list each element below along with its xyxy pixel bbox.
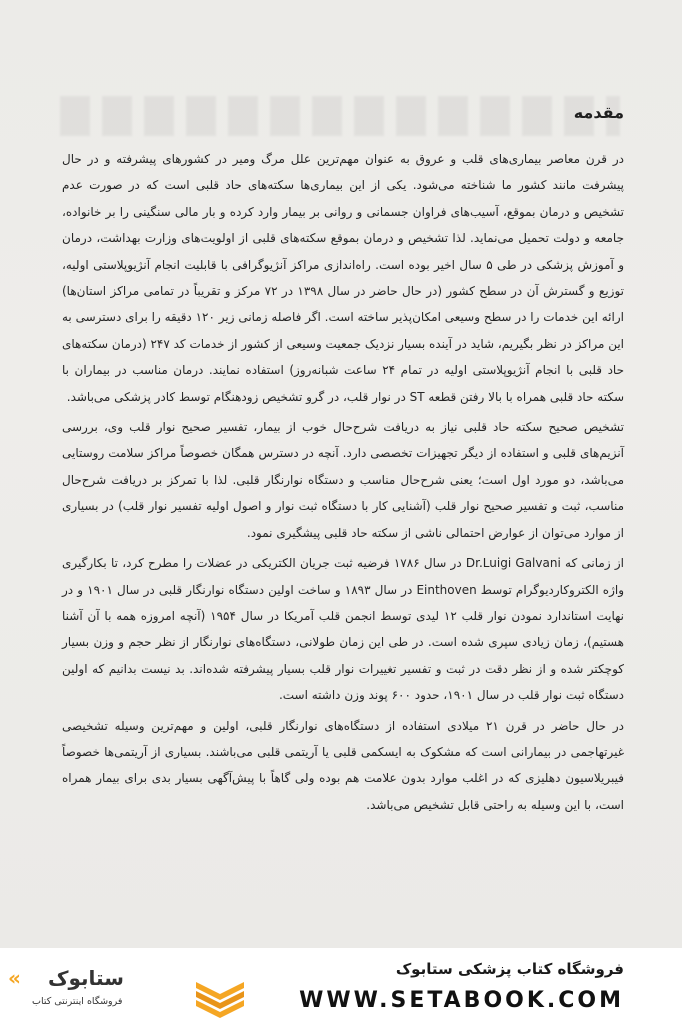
paragraph-2: تشخیص صحیح سکته حاد قلبی نیاز به دریافت شرح‌حال خوب از بیمار، تفسیر صحیح نوار قلب وی، بررسی آنزیم‌های قلبی و استفاده از دیگر تجهیزات تخصصی دارد. آنچه در دسترس همگان خصوصاً مراکز سلامت روستایی می‌باشد، دو مورد اول است؛ یعنی شرح‌حال مناسب و دستگاه نوارنگار قلبی. لذا با تمرکز بر دریافت شرح‌حال مناسب، ثبت و تفسیر صحیح نوار قلب (آشنایی کار با دستگاه ثبت نوار و اصول اولیه تفسیر نوار قلب) در بسیاری از موارد می‌توان از عوارض احتمالی ناشی از سکته حاد قلبی پیشگیری نمود.: [62, 420, 624, 540]
paragraph-1: در قرن معاصر بیماری‌های قلب و عروق به عنوان مهم‌ترین علل مرگ ومیر در کشورهای پیشرفته و در حال پیشرفت مانند کشور ما شناخته می‌شود. یکی از این بیماری‌ها سکته‌های حاد قلبی است که در صورت عدم تشخیص و درمان بموقع، آسیب‌های فراوان جسمانی و روانی بر بیمار وارد کرده و بار مالی سنگینی را بر خانواده، جامعه و دولت تحمیل می‌نماید. لذا تشخیص و درمان بموقع سکته‌های قلبی از اولویت‌های وزارت بهداشت، درمان و آموزش پزشکی در طی ۵ سال اخیر بوده است. راه‌اندازی مراکز آنژیوگرافی با قابلیت انجام آنژیوپلاستی اولیه، توزیع و گسترش آن در سطح کشور (در حال حاضر در سال ۱۳۹۸ در ۷۲ مرکز و تقریباً در تمامی مراکز استان‌ها) ارائه این خدمات را در سطح وسیعی امکان‌پذیر ساخته است. اگر فاصله زمانی زیر ۱۲۰ دقیقه را برای دسترسی به این مراکز در نظر بگیریم، شاید در آینده بسیار نزدیک جمعیت وسیعی از کشور از خدمات کد ۲۴۷ (درمان سکته‌های حاد قلبی با انجام آنژیوپلاستی اولیه در تمام ۲۴ ساعت شبانه‌روز) استفاده نمایند. درمان مناسب در بیماران با سکته حاد قلبی همراه با بالا رفتن قطعه ST در نوار قلب، در گرو تشخیص زودهنگام توسط کادر پزشکی می‌باشد.: [62, 152, 625, 404]
store-name: فروشگاه کتاب پزشکی ستابوک: [395, 960, 624, 978]
bleed-through-text: [60, 96, 620, 136]
body-text: [62, 146, 624, 822]
book-logo-icon: [194, 974, 246, 1018]
chevron-left-icon: «: [8, 966, 21, 990]
store-url[interactable]: WWW.SETABOOK.COM: [299, 988, 624, 1013]
paragraph-4: در حال حاضر در قرن ۲۱ میلادی استفاده از دستگاه‌های نوارنگار قلبی، اولین و مهم‌ترین وسیله تشخیصی غیرتهاجمی در بیمارانی است که مشکوک به ایسکمی قلبی یا آریتمی قلبی می‌باشند. بسیاری از آریتمی‌ها خصوصاً فیبریلاسیون دهلیزی که در اغلب موارد بدون علامت هم بوده ولی گاهاً با پیش‌آگهی بسیار بدی برای بیمار همراه است، با این وسیله به راحتی قابل تشخیص می‌باشد.: [62, 718, 625, 812]
logo-subtitle: فروشگاه اینترنتی کتاب: [32, 996, 123, 1007]
logo-wordmark: ستابوک: [48, 966, 124, 990]
section-heading: مقدمه: [573, 103, 624, 122]
paragraph-3: از زمانی که Dr.Luigi Galvani در سال ۱۷۸۶ فرضیه ثبت جریان الکتریکی در عضلات را مطرح کرد، تا بکارگیری واژه الکتروکاردیوگرام توسط Einthoven در سال ۱۸۹۳ و ساخت اولین دستگاه نوارنگار قلبی در سال ۱۹۰۱ و در نهایت استاندارد نمودن نوار قلب ۱۲ لیدی توسط انجمن قلب آمریکا در سال ۱۹۵۴ (آنچه امروزه همه با آن آشنا هستیم)، زمان زیادی سپری شده است. در طی این زمان طولانی، دستگاه‌های نوارنگار از نظر حجم و وزن بسیار کوچکتر شده و از نظر دقت در ثبت و تفسیر تغییرات نوار قلب بسیار پیشرفته شده‌اند. بد نیست بدانیم که اولین دستگاه ثبت نوار قلب در سال ۱۹۰۱، حدود ۶۰۰ پوند وزن داشته است.: [62, 556, 625, 703]
footer-banner: [0, 948, 682, 1024]
